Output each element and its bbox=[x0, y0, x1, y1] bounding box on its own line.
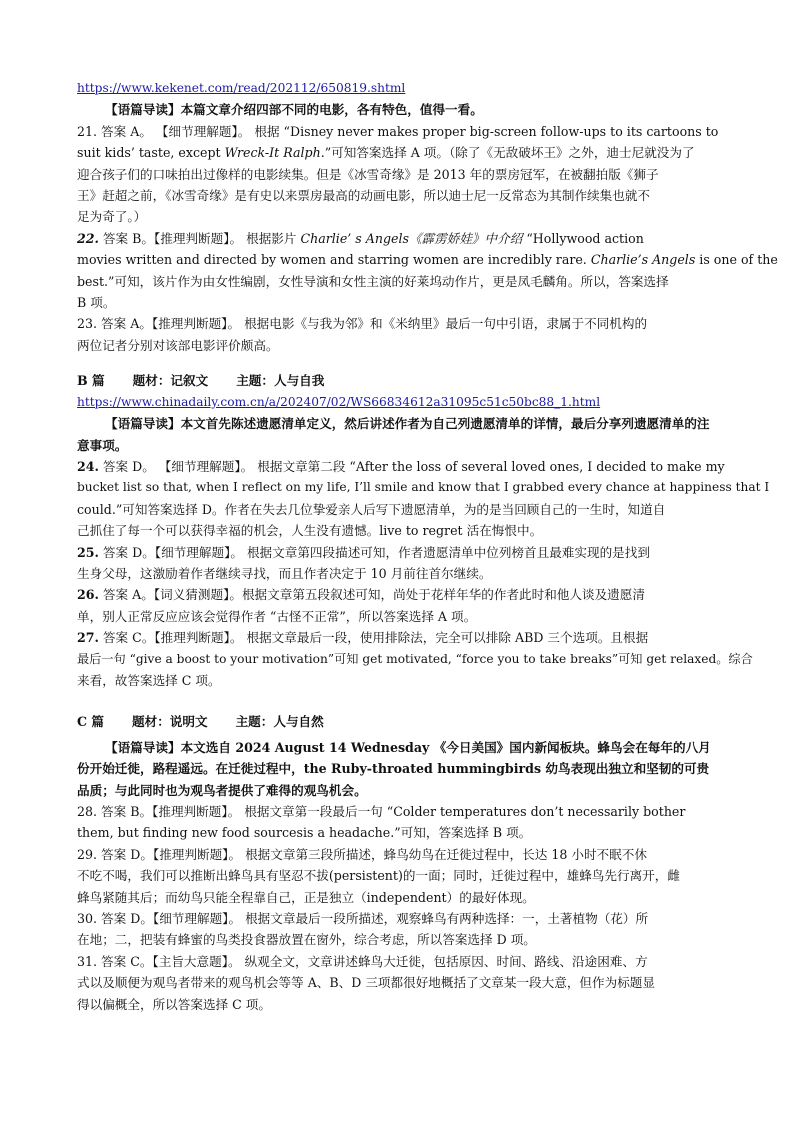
answer-31-line: 31. 答案 C。【主旨大意题】。 纵观全文，文章讲述蜂鸟大迁徙，包括原因、时间、路线、沿途困难、方 bbox=[77, 953, 648, 969]
answer-29-line: 29. 答案 D。【推理判断题】。 根据文章第三段所描述，蜂鸟幼鸟在迁徙过程中，长达 18 小时不眠不休 bbox=[77, 846, 647, 862]
reading-intro-c: 【语篇导读】本文选自 2024 August 14 Wednesday 《今日美国》国内新闻板块。蜂鸟会在每年的八月份开始迁徙，路程遥远。在迁徙过程中，the Ruby-throated hummingbirds 幼鸟表现出独立和坚韧的可贵品质；与此同时也为观鸟者提供了难得的观鸟机会。 bbox=[77, 739, 711, 798]
answer-25-line: 生身父母，这激励着作者继续寻找，而且作者决定于 10 月前往首尔继续。 bbox=[77, 565, 492, 581]
answer-25-line: 25. 答案 D。【细节理解题】。 根据文章第四段描述可知，作者遗愿清单中位列榜首且最难实现的是找到 bbox=[77, 544, 650, 560]
answer-21 bbox=[77, 121, 719, 228]
answer-23 bbox=[77, 313, 719, 356]
answer-26-line: 26. 答案 A。【词义猜测题】。根据文章第五段叙述可知，尚处于花样年华的作者此时和他人谈及遗愿清 bbox=[77, 587, 645, 603]
answer-28-line: them, but finding new food sourcesis a headache.”可知，答案选择 B 项。 bbox=[77, 825, 532, 841]
answer-28-line: 28. 答案 B。【推理判断题】。 根据文章第一段最后一句 “Colder temperatures don’t necessarily bother bbox=[77, 804, 686, 819]
answer-27-line: 27. 答案 C。【推理判断题】。 根据文章最后一段，使用排除法，完全可以排除 ABD 三个选项。且根据 bbox=[77, 630, 649, 646]
answer-29-line: 蜂鸟紧随其后；而幼鸟只能全程靠自己，正是独立（independent）的最好体现。 bbox=[77, 889, 535, 905]
answer-30 bbox=[77, 908, 719, 951]
answer-21-line: 足为奇了。） bbox=[77, 209, 147, 225]
answer-27-line: 最后一句 “give a boost to your motivation”可知 get motivated, “force you to take breaks”可知 get relaxed。综合 bbox=[77, 651, 753, 666]
reading-intro-a: 【语篇导读】本篇文章介绍四部不同的电影，各有特色，值得一看。 bbox=[105, 102, 483, 118]
answer-31-line: 得以偏概全，所以答案选择 C 项。 bbox=[77, 996, 271, 1012]
answer-22-line: 22. 答案 B。【推理判断题】。 根据影片 Charlie’ s Angels《霹雳娇娃》中介绍 “Hollywood action bbox=[77, 230, 644, 246]
reading-intro-b: 【语篇导读】本文首先陈述遗愿清单定义，然后讲述作者为自己列遗愿清单的详情，最后分享列遗愿清单的注意事项。 bbox=[77, 416, 710, 453]
source-link-a[interactable]: https://www.kekenet.com/read/202112/650819.shtml bbox=[77, 81, 406, 95]
answer-26 bbox=[77, 584, 719, 627]
answer-21-line: 迎合孩子们的口味拍出过像样的电影续集。但是《冰雪奇缘》是 2013 年的票房冠军，在被翻拍版《狮子 bbox=[77, 166, 659, 182]
answer-24 bbox=[77, 456, 770, 542]
answer-26-line: 单，别人正常反应应该会觉得作者 “古怪不正常”，所以答案选择 A 项。 bbox=[77, 608, 477, 624]
answer-24-line: 24. 答案 D。 【细节理解题】。 根据文章第二段 “After the loss of several loved ones, I decided to make my bbox=[77, 458, 725, 474]
answer-21-line: suit kids’ taste, except Wreck-It Ralph.”可知答案选择 A 项。（除了《无敌破坏王》之外，迪士尼就没为了 bbox=[77, 145, 695, 161]
source-link-b[interactable]: https://www.chinadaily.com.cn/a/202407/02/WS66834612a31095c51c50bc88_1.html bbox=[77, 394, 601, 409]
answer-29-line: 不吃不喝，我们可以推断出蜂鸟具有坚忍不拔(persistent)的一面；同时，迁徙过程中，雄蜂鸟先行离开，雌 bbox=[77, 868, 680, 884]
section-c-heading: C 篇 题材：说明文 主题：人与自然 bbox=[77, 714, 324, 730]
answer-27-line: 来看，故答案选择 C 项。 bbox=[77, 672, 221, 688]
answer-24-line: could.”可知答案选择 D。作者在失去几位挚爱亲人后写下遗愿清单，为的是当回顾自己的一生时，知道自 bbox=[77, 501, 666, 517]
answer-30-line: 30. 答案 D。【细节理解题】。 根据文章最后一段所描述，观察蜂鸟有两种选择：一，土著植物（花）所 bbox=[77, 911, 649, 927]
answer-29 bbox=[77, 844, 719, 908]
answer-24-line: bucket list so that, when I reflect on my life, I’ll smile and know that I grabbed every chance at happiness that I bbox=[77, 480, 770, 495]
answer-23-line: 23. 答案 A。【推理判断题】。 根据电影《与我为邻》和《米纳里》最后一句中引语，隶属于不同机构的 bbox=[77, 316, 648, 332]
answer-30-line: 在地；二，把装有蜂蜜的鸟类投食器放置在窗外，综合考虑，所以答案选择 D 项。 bbox=[77, 932, 536, 948]
answer-23-line: 两位记者分别对该部电影评价颇高。 bbox=[77, 337, 279, 353]
answer-22-line: movies written and directed by women and starring women are incredibly rare. Charlie’s Angels is one of the bbox=[77, 252, 778, 268]
answer-27 bbox=[77, 627, 753, 691]
answer-25 bbox=[77, 542, 719, 585]
answer-24-line: 己抓住了每一个可以获得幸福的机会，人生没有遗憾。live to regret 活在悔恨中。 bbox=[77, 523, 543, 539]
answer-31 bbox=[77, 951, 719, 1015]
answer-22-line: B 项。 bbox=[77, 295, 116, 311]
section-b-heading: B 篇 题材：记叙文 主题：人与自我 bbox=[77, 373, 325, 389]
answer-22-line: best.”可知，该片作为由女性编剧，女性导演和女性主演的好莱坞动作片，更是凤毛麟角。所以，答案选择 bbox=[77, 273, 669, 289]
answer-31-line: 式以及顺便为观鸟者带来的观鸟机会等等 A、B、D 三项都很好地概括了文章某一段大意，但作为标题显 bbox=[77, 975, 655, 991]
answer-28 bbox=[77, 801, 719, 844]
answer-21-line: 21. 答案 A。 【细节理解题】。 根据 “Disney never makes proper big-screen follow-ups to its cartoons to bbox=[77, 123, 719, 139]
answer-key-page bbox=[77, 78, 778, 1015]
answer-21-line: 王》赶超之前，《冰雪奇缘》是有史以来票房最高的动画电影，所以迪士尼一反常态为其制作续集也就不 bbox=[77, 188, 651, 204]
answer-22 bbox=[77, 228, 778, 314]
